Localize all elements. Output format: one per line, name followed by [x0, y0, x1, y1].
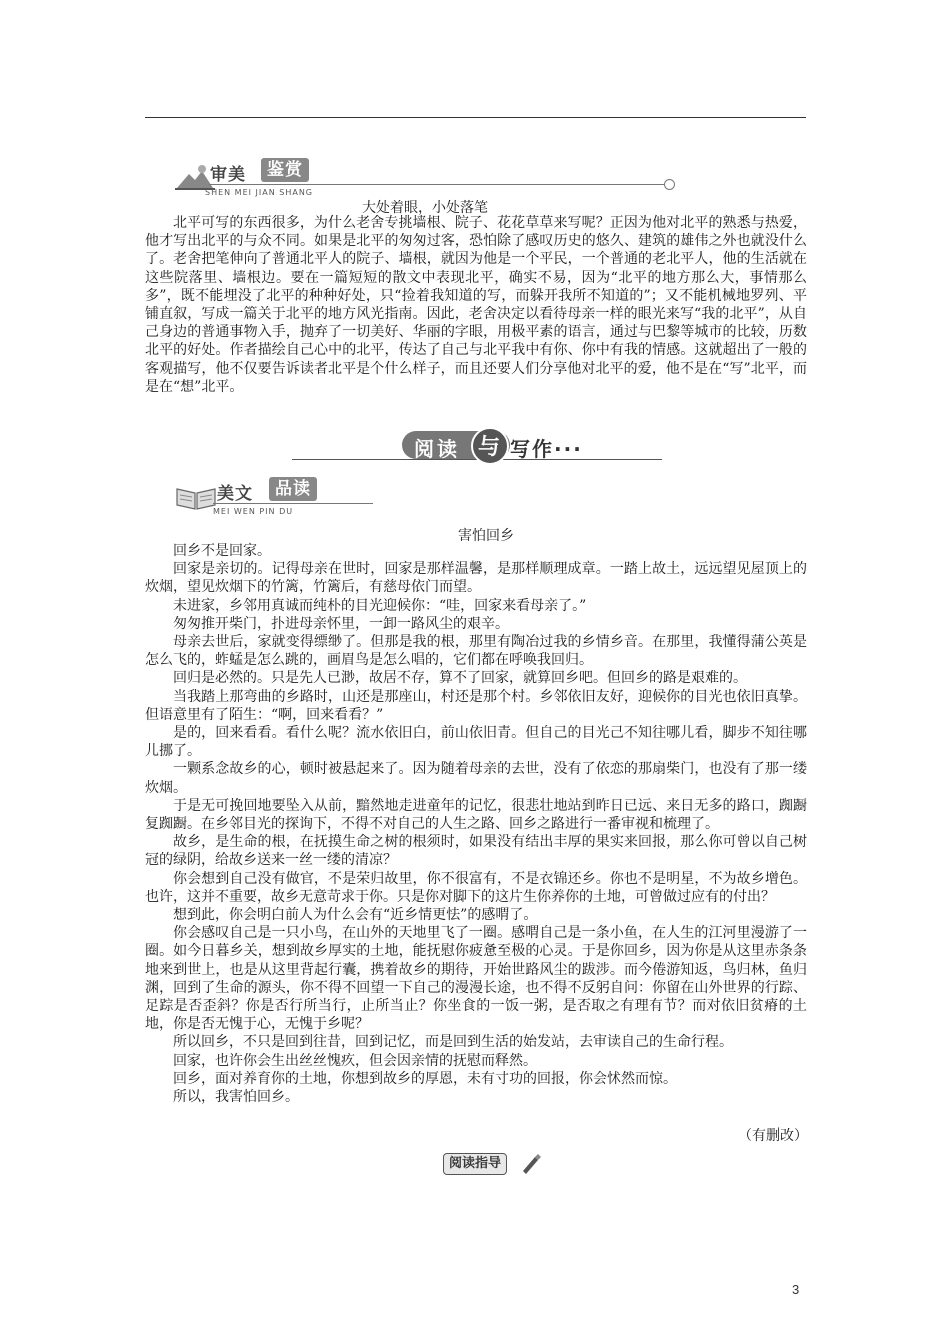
essay-paragraph: 所以回乡，不只是回到往昔，回到记忆，而是回到生活的始发站，去审读自己的生命行程。 — [173, 1034, 733, 1051]
open-book-icon — [175, 481, 217, 511]
header-dots: ··· — [554, 437, 583, 461]
essay-paragraph: 回乡不是回家。 — [173, 543, 271, 559]
essay-paragraph: 当我踏上那弯曲的乡路时，山还是那座山，村还是那个村。乡邻依旧友好，迎候你的目光也依旧真挚。但语意里有了陌生：“啊，回来看看？” — [145, 688, 807, 723]
appreciation-paragraph — [145, 214, 807, 396]
reading-guide-banner — [443, 1151, 543, 1177]
section-banner-aesthetic — [175, 158, 535, 200]
header-word-reading: 阅读 — [414, 437, 460, 461]
banner-tag-box: 鉴赏 — [261, 158, 309, 182]
essay-paragraph: 匆匆推开柴门，扑进母亲怀里，一卸一路风尘的艰辛。 — [173, 615, 509, 632]
essay-paragraph: 回乡，面对养育你的土地，你想到故乡的厚恩，未有寸功的回报，你会怵然而惊。 — [173, 1070, 677, 1087]
essay-paragraph: 一颗系念故乡的心，顿时被悬起来了。因为随着母亲的去世，没有了依恋的那扇柴门，也没有了那一缕炊烟。 — [145, 761, 807, 796]
section-subtitle: 大处着眼，小处落笔 — [362, 200, 488, 216]
section-banner-essay — [175, 477, 535, 519]
banner-pinyin: SHEN MEI JIAN SHANG — [205, 188, 314, 197]
essay-paragraph: 所以，我害怕回乡。 — [173, 1089, 299, 1106]
essay-paragraph: 于是无可挽回地要坠入从前，黯然地走进童年的记忆，很悲壮地站到昨日已远、来日无多的路口，踟蹰复踟蹰。在乡邻目光的探询下，不得不对自己的人生之路、回乡之路进行一番审视和梳理了。 — [145, 797, 807, 833]
banner-line — [209, 184, 664, 185]
essay-paragraph: 你会想到自己没有做官，不是荣归故里，你不很富有，不是衣锦还乡。你也不是明星，不为故乡增色。也许，这并不重要，故乡无意苛求于你。只是你对脚下的这片生你养你的土地，可曾做过应有的付出？ — [145, 870, 807, 905]
essay-paragraph: 你会感叹自己是一只小鸟，在山外的天地里飞了一圈。感喟自己是一条小鱼，在人生的江河里漫游了一圈。如今日暮乡关，想到故乡厚实的土地，能抚慰你疲惫至极的心灵。于是你回乡，因为你是从这里赤条条地来到世上，也是从这里背起行囊，携着故乡的期待，开始世路风尘的跋涉。而今倦游知返，鸟归林，鱼归渊，回到了生命的源头，你不得不回望一下自己的漫漫长途，也不得不反躬自问：你留在山外世界的行踪、足踪是否歪斜？你是否行所当行，止所当止？你坐食的一饭一粥，是否取之有理有节？而对依旧贫瘠的土地，你是否无愧于心，无愧于乡呢？ — [145, 925, 807, 1033]
banner-tag-dark: 美文 — [217, 484, 253, 504]
pen-icon — [519, 1151, 543, 1175]
essay-paragraph: 故乡，是生命的根，在抚摸生命之树的根须时，如果没有结出丰厚的果实来回报，那么你可曾以自己树冠的绿阴，给故乡送来一丝一缕的清凉？ — [145, 834, 807, 869]
header-word-and: 与 — [478, 435, 501, 460]
essay-paragraph: 回家是亲切的。记得母亲在世时，回家是那样温馨，是那样顺理成章。一踏上故土，远远望见屋顶上的炊烟，望见炊烟下的竹篱，竹篱后，有慈母依门而望。 — [145, 561, 807, 596]
reading-writing-header — [292, 427, 662, 465]
paragraph-text: 北平可写的东西很多，为什么老舍专挑墙根、院子、花花草草来写呢？正因为他对北平的熟悉与热爱，他才写出北平的与众不同。如果是北平的匆匆过客，恐怕除了感叹历史的悠久、建筑的雄伟之外也就没什么了。老舍把笔伸向了普通北平人的院子、墙根，就因为他是一个平民，一个普通的老北平人，他的生活就在这些院落里、墙根边。要在一篇短短的散文中表现北平，确实不易，因为“北平的地方那么大，事情那么多”，既不能埋没了北平的种种好处，只“捡着我知道的写，而躲开我所不知道的”；又不能机械地罗列、平铺直叙，写成一篇关于北平的地方风光指南。因此，老舍决定以看待母亲一样的眼光来写“我的北平”，从自己身边的普通事物入手，抛弃了一切美好、华丽的字眼，用极平素的语言，通过与巴黎等城市的比较，历数北平的好处。作者描绘自己心中的北平，传达了自己与北平我中有你、你中有我的情感。这就超出了一般的客观描写，他不仅要告诉读者北平是个什么样子，而且还要人们分享他对北平的爱，他不是在“写”北平，而是在“想”北平。 — [145, 215, 807, 395]
essay-title: 害怕回乡 — [458, 528, 514, 544]
header-word-writing — [510, 433, 583, 462]
essay-paragraph: 想到此，你会明白前人为什么会有“近乡情更怯”的感喟了。 — [173, 907, 538, 924]
reading-guide-label: 阅读指导 — [443, 1153, 507, 1175]
edit-note: （有删改） — [738, 1128, 808, 1144]
banner-tag-dark: 审美 — [210, 165, 246, 185]
banner-pinyin: MEI WEN PIN DU — [213, 507, 294, 516]
header-writing-label: 写作 — [510, 437, 554, 461]
essay-paragraph: 是的，回来看看。看什么呢？流水依旧白，前山依旧青。但自己的目光己不知往哪儿看，脚步不知往哪儿挪了。 — [145, 725, 807, 760]
page-number: 3 — [792, 1282, 800, 1297]
essay-paragraph: 母亲去世后，家就变得缥缈了。但那是我的根，那里有陶冶过我的乡情乡音。在那里，我懂得蒲公英是怎么飞的，蚱蜢是怎么跳的，画眉鸟是怎么唱的，它们都在呼唤我回归。 — [145, 634, 807, 669]
essay-paragraph: 回家，也许你会生出丝丝愧疚，但会因亲情的抚慰而释然。 — [173, 1052, 537, 1069]
banner-end-dot — [664, 179, 675, 190]
essay-paragraph: 未进家，乡邻用真诚而纯朴的目光迎候你：“哇，回家来看母亲了。” — [173, 597, 587, 614]
banner-tag-box: 品读 — [269, 477, 317, 501]
banner-line — [213, 503, 373, 504]
essay-paragraph: 回归是必然的。只是先人已渺，故居不存，算不了回家，就算回乡吧。但回乡的路是艰难的。 — [173, 670, 747, 687]
essay-body — [145, 542, 807, 1106]
header-rule — [145, 117, 806, 118]
